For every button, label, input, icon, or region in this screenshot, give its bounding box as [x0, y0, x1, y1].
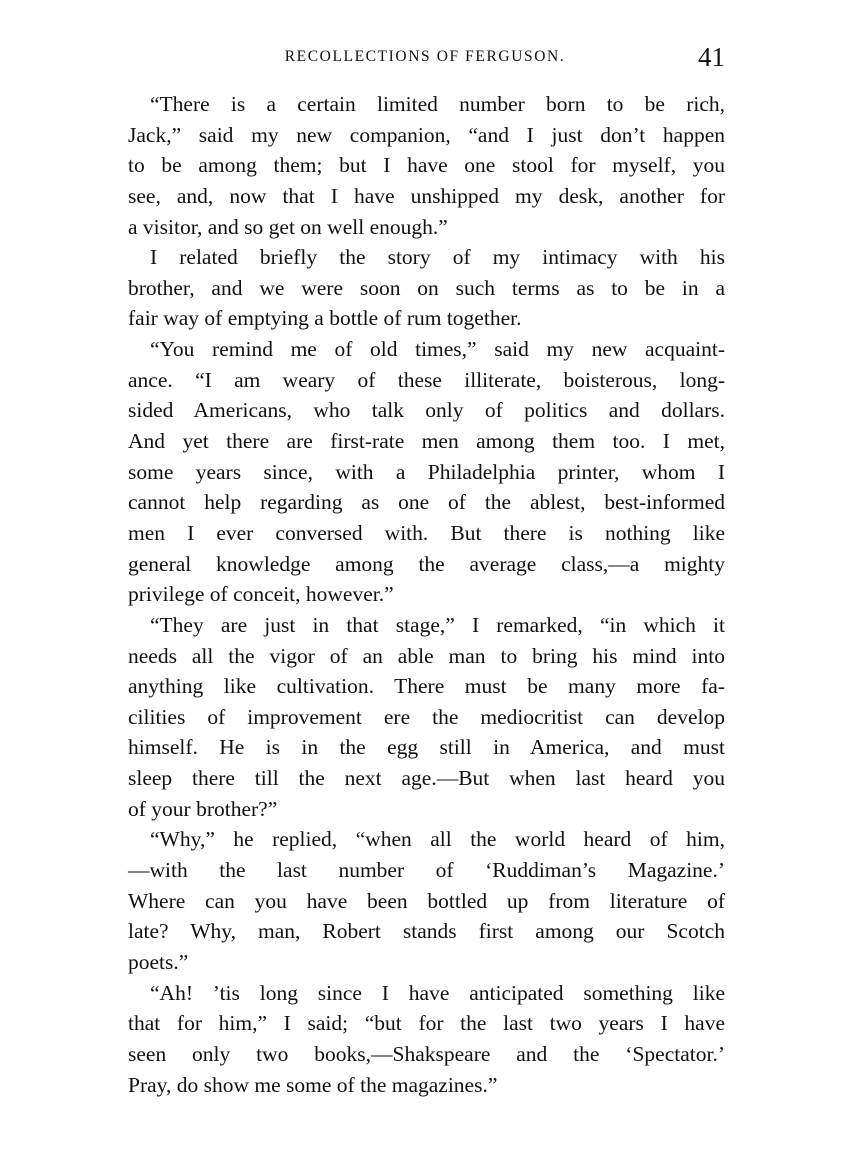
text-line: cilities of improvement ere the mediocritist can develop	[128, 704, 725, 729]
text-line: I related briefly the story of my intimacy with his	[150, 245, 725, 270]
text-line: sleep there till the next age.—But when last heard you	[128, 766, 725, 791]
text-line: cannot help regarding as one of the ablest, best-informed	[128, 490, 725, 515]
page-number: 41	[698, 42, 725, 72]
text-line: see, and, now that I have unshipped my desk, another for	[128, 183, 725, 208]
text-line: seen only two books,—Shakspeare and the ‘Spectator.’	[128, 1041, 725, 1066]
page-header	[125, 42, 725, 78]
text-line: a visitor, and so get on well enough.”	[128, 214, 448, 239]
text-line: “There is a certain limited number born to be rich,	[150, 92, 725, 116]
text-line: privilege of conceit, however.”	[128, 582, 394, 607]
text-line: “Why,” he replied, “when all the world heard of him,	[150, 827, 725, 852]
text-line: And yet there are first-rate men among them too. I met,	[128, 429, 725, 454]
text-line: Pray, do show me some of the magazines.”	[128, 1072, 498, 1097]
running-head: RECOLLECTIONS OF FERGUSON.	[284, 48, 566, 65]
text-line: Jack,” said my new companion, “and I just don’t happen	[128, 122, 725, 147]
text-line: of your brother?”	[128, 796, 278, 821]
text-line: some years since, with a Philadelphia printer, whom I	[128, 459, 725, 484]
text-line: general knowledge among the average class,—a mighty	[128, 551, 725, 576]
text-line: that for him,” I said; “but for the last two years I have	[128, 1011, 725, 1036]
text-line: —with the last number of ‘Ruddiman’s Magazine.’	[128, 858, 725, 883]
text-line: ance. “I am weary of these illiterate, boisterous, long-	[128, 367, 725, 392]
text-line: late? Why, man, Robert stands first among our Scotch	[128, 919, 725, 944]
text-line: brother, and we were soon on such terms as to be in a	[128, 275, 725, 300]
text-line: “Ah! ’tis long since I have anticipated something like	[150, 980, 725, 1005]
text-line: anything like cultivation. There must be many more fa-	[128, 674, 725, 699]
text-line: men I ever conversed with. But there is nothing like	[128, 520, 725, 545]
body-text	[128, 89, 725, 1100]
text-line: Where can you have been bottled up from literature of	[128, 888, 725, 913]
text-line: “You remind me of old times,” said my new acquaint-	[150, 337, 725, 362]
text-line: fair way of emptying a bottle of rum together.	[128, 306, 522, 331]
text-line: to be among them; but I have one stool for myself, you	[128, 153, 725, 178]
text-line: poets.”	[128, 949, 189, 974]
text-line: “They are just in that stage,” I remarked, “in which it	[150, 612, 725, 637]
text-line: sided Americans, who talk only of politics and dollars.	[128, 398, 725, 423]
text-line: himself. He is in the egg still in America, and must	[128, 735, 725, 760]
text-line: needs all the vigor of an able man to bring his mind into	[128, 643, 725, 668]
